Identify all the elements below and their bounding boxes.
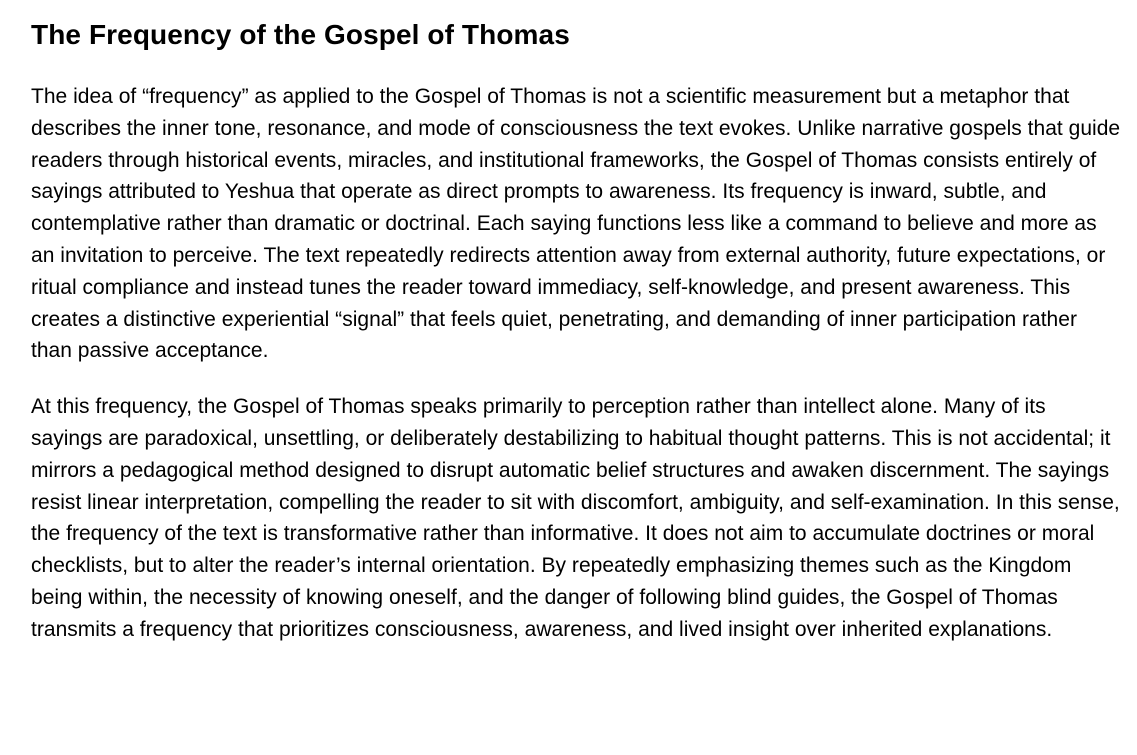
paragraph-frequency-metaphor: The idea of “frequency” as applied to the Gospel of Thomas is not a scientific measurement but a metaphor that describes the inner tone, resonance, and mode of consciousness the text evokes. Unlike narrative gospels that guide readers through historical events, miracles, and institutional frameworks, the Gospel of Thomas consists entirely of sayings attributed to Yeshua that operate as direct prompts to awareness. Its frequency is inward, subtle, and contemplative rather than dramatic or doctrinal. Each saying functions less like a command to believe and more as an invitation to perceive. The text repeatedly redirects attention away from external authority, future expectations, or ritual compliance and instead tunes the reader toward immediacy, self-knowledge, and present awareness. This creates a distinctive experiential “signal” that feels quiet, penetrating, and demanding of inner participation rather than passive acceptance. bbox=[31, 85, 1121, 363]
document bbox=[31, 17, 1121, 646]
paragraph-perception: At this frequency, the Gospel of Thomas speaks primarily to perception rather than intellect alone. Many of its sayings are paradoxical, unsettling, or deliberately destabilizing to habitual thought patterns. This is not accidental; it mirrors a pedagogical method designed to disrupt automatic belief structures and awaken discernment. The sayings resist linear interpretation, compelling the reader to sit with discomfort, ambiguity, and self-examination. In this sense, the frequency of the text is transformative rather than informative. It does not aim to accumulate doctrines or moral checklists, but to alter the reader’s internal orientation. By repeatedly emphasizing themes such as the Kingdom being within, the necessity of knowing oneself, and the danger of following blind guides, the Gospel of Thomas transmits a frequency that prioritizes consciousness, awareness, and lived insight over inherited explanations. bbox=[31, 395, 1120, 641]
document-title: The Frequency of the Gospel of Thomas bbox=[31, 19, 570, 50]
